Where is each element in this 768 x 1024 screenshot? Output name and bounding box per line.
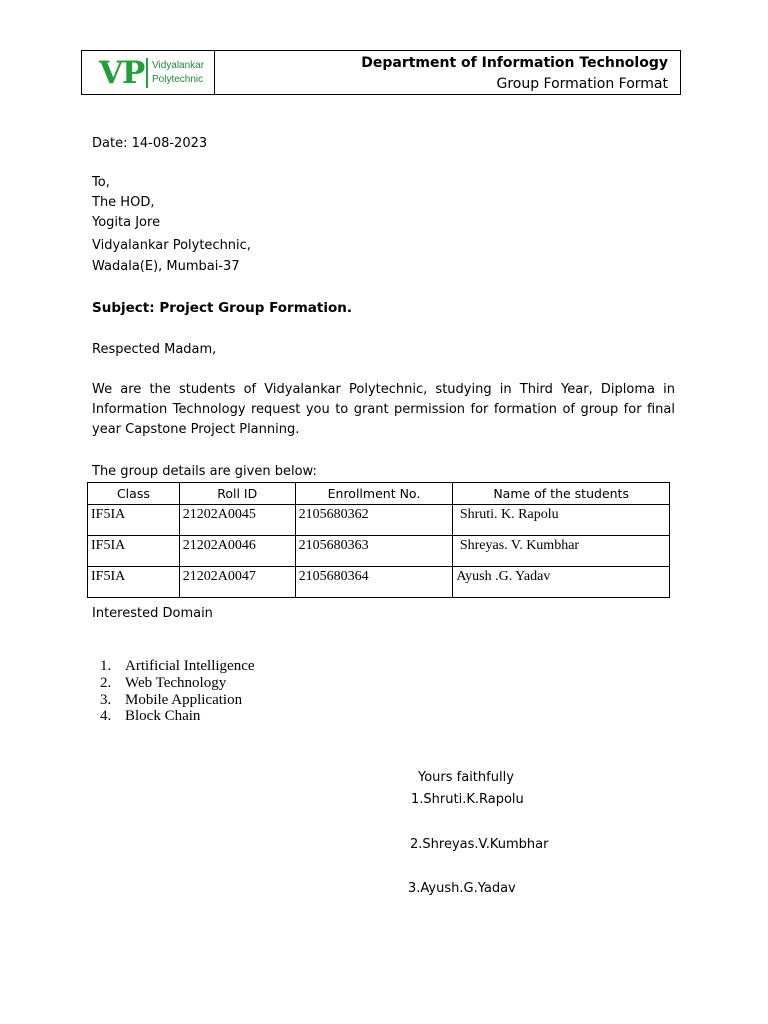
list-label: Mobile Application	[125, 691, 243, 708]
signatory-2: 2.Shreyas.V.Kumbhar	[410, 837, 549, 852]
logo-line-1: Vidyalankar	[152, 60, 205, 71]
cell-class: IF5IA	[88, 567, 180, 598]
column-header-class: Class	[88, 483, 180, 505]
column-header-roll-id: Roll ID	[179, 483, 295, 505]
table-row	[88, 505, 670, 536]
list-item	[100, 658, 255, 675]
table-intro: The group details are given below:	[92, 464, 317, 479]
recipient-title: The HOD,	[92, 195, 155, 210]
list-label: Artificial Intelligence	[125, 658, 255, 674]
list-number: 3.	[100, 691, 112, 708]
logo-divider	[146, 58, 148, 88]
recipient-address: Wadala(E), Mumbai-37	[92, 259, 240, 274]
list-item	[100, 692, 255, 709]
cell-roll-id: 21202A0047	[179, 567, 295, 598]
letter-body: We are the students of Vidyalankar Polytechnic, studying in Third Year, Diploma in Information Technology request you to grant permission for formation of group for final year Capstone Project Planning.	[92, 382, 675, 438]
institute-logo	[82, 51, 215, 94]
letter-to: To,	[92, 175, 110, 190]
list-item	[100, 675, 255, 692]
signatory-1: 1.Shruti.K.Rapolu	[411, 792, 524, 807]
cell-class: IF5IA	[88, 505, 180, 536]
column-header-enrollment: Enrollment No.	[295, 483, 453, 505]
salutation: Respected Madam,	[92, 342, 217, 357]
column-header-name: Name of the students	[453, 483, 670, 505]
group-details-table	[87, 482, 670, 598]
logo-letters: VP	[99, 55, 145, 91]
list-number: 4.	[100, 708, 112, 725]
cell-roll-id: 21202A0045	[179, 505, 295, 536]
department-title: Department of Information Technology	[361, 55, 668, 71]
cell-student-name: Shruti. K. Rapolu	[453, 505, 670, 536]
cell-student-name: Ayush .G. Yadav	[453, 567, 670, 598]
domain-heading: Interested Domain	[92, 606, 213, 621]
table-header-row	[88, 483, 670, 505]
list-item	[100, 708, 255, 725]
cell-enrollment: 2105680363	[295, 536, 453, 567]
cell-enrollment: 2105680362	[295, 505, 453, 536]
form-title: Group Formation Format	[496, 76, 668, 92]
letter-date: Date: 14-08-2023	[92, 136, 208, 151]
sign-off: Yours faithfully	[418, 770, 514, 785]
signatory-3: 3.Ayush.G.Yadav	[408, 881, 516, 896]
letterhead-box	[81, 50, 681, 95]
logo-wordmark	[152, 59, 204, 87]
letter-subject: Subject: Project Group Formation.	[92, 300, 352, 316]
domain-list	[100, 658, 255, 725]
cell-class: IF5IA	[88, 536, 180, 567]
cell-enrollment: 2105680364	[295, 567, 453, 598]
recipient-institute: Vidyalankar Polytechnic,	[92, 238, 251, 253]
table-row	[88, 536, 670, 567]
cell-roll-id: 21202A0046	[179, 536, 295, 567]
cell-student-name: Shreyas. V. Kumbhar	[453, 536, 670, 567]
list-label: Block Chain	[125, 708, 201, 725]
list-label: Web Technology	[125, 674, 227, 691]
table-row	[88, 567, 670, 598]
list-number: 1.	[100, 658, 112, 674]
logo-line-2: Polytechnic	[152, 74, 204, 85]
recipient-name: Yogita Jore	[92, 215, 161, 230]
list-number: 2.	[100, 674, 112, 691]
